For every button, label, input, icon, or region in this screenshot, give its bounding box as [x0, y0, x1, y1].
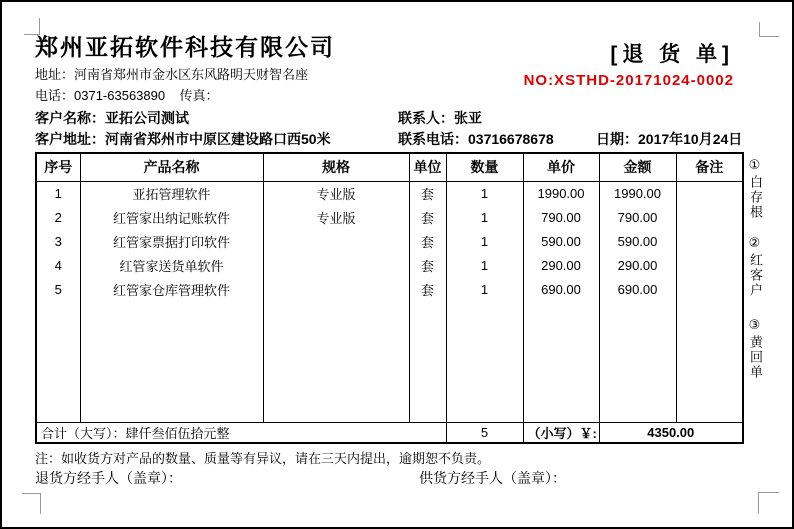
table-cell: 4 [36, 253, 80, 277]
table-cell: 套 [409, 181, 446, 205]
customer-address-value: 河南省郑州市中原区建设路口西50米 [105, 131, 331, 147]
copy-label-red-customer: ②红客户 [748, 236, 763, 298]
table-cell: 1 [446, 205, 523, 229]
column-header: 产品名称 [80, 153, 263, 181]
table-cell [676, 229, 743, 253]
table-cell: 套 [409, 253, 446, 277]
column-header: 单位 [409, 153, 446, 181]
table-row [36, 277, 743, 301]
column-header: 单价 [523, 153, 599, 181]
customer-address-label: 客户地址： [35, 131, 105, 147]
total-amount-in-words: 合计（大写）：肆仟叁佰伍拾元整 [36, 422, 446, 443]
table-row [36, 253, 743, 277]
total-in-figures-label: （小写）￥: [523, 422, 599, 443]
customer-name-value: 亚拓公司测试 [105, 110, 189, 126]
table-row [36, 205, 743, 229]
table-cell: 1 [446, 181, 523, 205]
tel-value: 03716678678 [468, 131, 554, 147]
copy-label-yellow-receipt: ③黄回单 [748, 318, 763, 380]
table-cell: 专业版 [263, 181, 409, 205]
document-number: NO:XSTHD-20171024-0002 [523, 72, 734, 89]
table-cell: 红管家出纳记账软件 [80, 205, 263, 229]
title-block [524, 38, 734, 89]
table-cell: 790.00 [599, 205, 676, 229]
tel-line [398, 129, 554, 149]
table-cell: 专业版 [263, 205, 409, 229]
total-amount-value: 4350.00 [599, 422, 743, 443]
table-cell: 1990.00 [599, 181, 676, 205]
table-cell: 2 [36, 205, 80, 229]
disclaimer-note: 注：如收货方对产品的数量、质量等有异议，请在三天内提出，逾期恕不负责。 [35, 451, 491, 466]
table-cell [676, 205, 743, 229]
return-handler-signature: 退货方经手人（盖章）： [35, 470, 182, 486]
table-cell: 套 [409, 205, 446, 229]
company-name: 郑州亚拓软件科技有限公司 [35, 34, 335, 60]
table-cell: 1 [36, 181, 80, 205]
column-header: 金额 [599, 153, 676, 181]
table-cell: 790.00 [523, 205, 599, 229]
supplier-handler-signature: 供货方经手人（盖章）： [419, 470, 566, 486]
company-phone-fax: 电话：0371-63563890 传真： [35, 88, 219, 103]
document-title: [退 货 单] [610, 43, 734, 66]
table-cell: 690.00 [599, 277, 676, 301]
column-header: 数量 [446, 153, 523, 181]
table-cell: 290.00 [523, 253, 599, 277]
table-cell: 690.00 [523, 277, 599, 301]
customer-name-line [35, 108, 189, 128]
table-cell: 亚拓管理软件 [80, 181, 263, 205]
contact-value: 张亚 [454, 110, 482, 126]
contact-line [398, 108, 482, 128]
total-row [36, 422, 743, 443]
table-cell [676, 277, 743, 301]
tel-label: 联系电话： [398, 131, 468, 147]
table-cell: 590.00 [523, 229, 599, 253]
column-header: 规格 [263, 153, 409, 181]
table-cell: 红管家票据打印软件 [80, 229, 263, 253]
date-value: 2017年10月24日 [638, 131, 743, 147]
table-cell [263, 253, 409, 277]
table-cell: 1 [446, 253, 523, 277]
column-header: 序号 [36, 153, 80, 181]
crop-mark-bottom-right [758, 492, 779, 513]
date-label: 日期： [596, 131, 638, 147]
table-row [36, 181, 743, 205]
company-address: 地址：河南省郑州市金水区东风路明天财智名座 [35, 67, 309, 82]
table-row [36, 229, 743, 253]
customer-address-line [35, 129, 331, 149]
customer-name-label: 客户名称： [35, 110, 105, 126]
table-cell: 3 [36, 229, 80, 253]
items-table [35, 152, 744, 444]
table-header-row [36, 153, 743, 181]
column-header: 备注 [676, 153, 743, 181]
copy-label-white-stub: ①白存根 [748, 158, 763, 220]
table-cell: 套 [409, 277, 446, 301]
table-cell: 1 [446, 229, 523, 253]
crop-mark-bottom-left [22, 493, 41, 514]
table-cell: 红管家仓库管理软件 [80, 277, 263, 301]
table-cell [263, 229, 409, 253]
table-cell [676, 253, 743, 277]
table-filler-row [36, 301, 743, 422]
table-cell [263, 277, 409, 301]
table-cell: 套 [409, 229, 446, 253]
total-quantity: 5 [446, 422, 523, 443]
table-cell: 590.00 [599, 229, 676, 253]
table-cell: 290.00 [599, 253, 676, 277]
date-line [596, 129, 742, 149]
table-cell [676, 181, 743, 205]
table-cell: 1 [446, 277, 523, 301]
table-cell: 5 [36, 277, 80, 301]
contact-label: 联系人： [398, 110, 454, 126]
table-cell: 1990.00 [523, 181, 599, 205]
crop-mark-top-right [759, 22, 779, 37]
table-cell: 红管家送货单软件 [80, 253, 263, 277]
